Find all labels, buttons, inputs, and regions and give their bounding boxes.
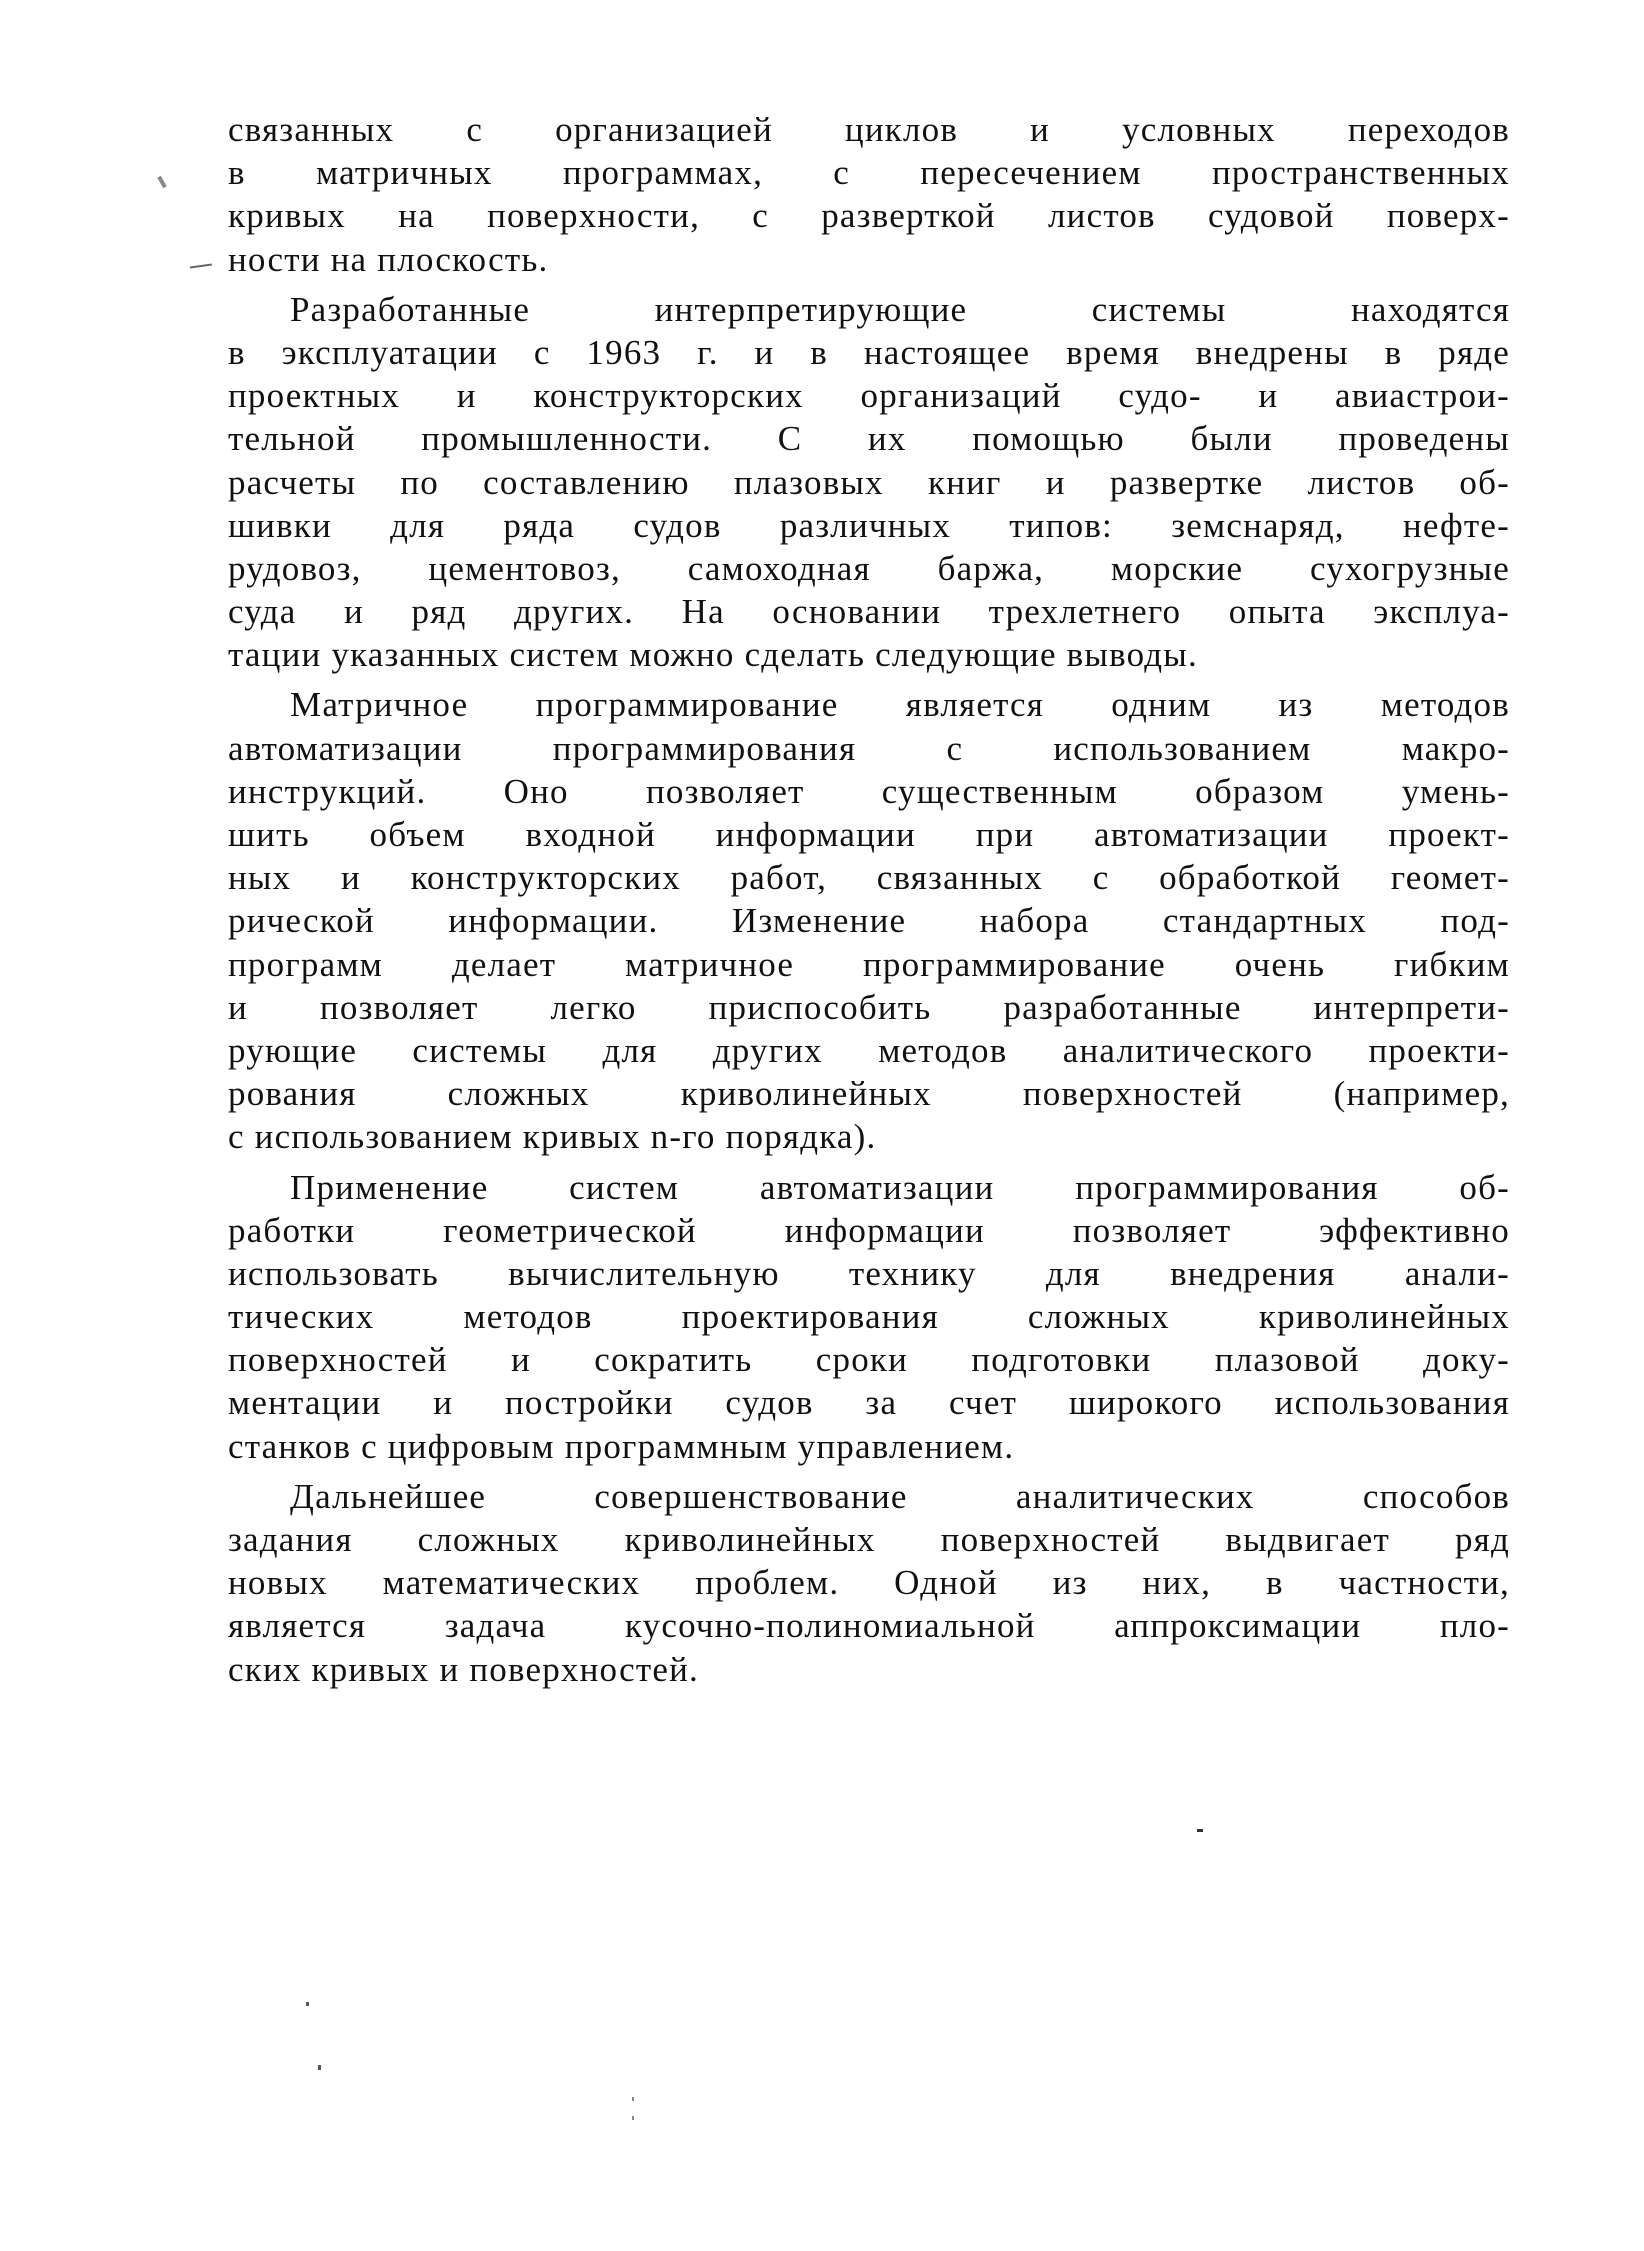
text-line: в матричных программах, с пересечением пространственных xyxy=(228,153,1510,193)
text-line: Разработанные интерпретирующие системы находятся xyxy=(290,289,1510,329)
text-line: рической информации. Изменение набора стандартных под- xyxy=(228,901,1510,941)
text-line: работки геометрической информации позволяет эффективно xyxy=(228,1210,1510,1250)
text-line: новых математических проблем. Одной из них, в частности, xyxy=(228,1563,1510,1603)
text-line: в эксплуатации с 1963 г. и в настоящее время внедрены в ряде xyxy=(228,332,1510,372)
scan-speck xyxy=(632,2116,634,2120)
paragraph-2 xyxy=(228,288,1510,677)
text-line: задания сложных криволинейных поверхностей выдвигает ряд xyxy=(228,1520,1510,1559)
paragraph-5 xyxy=(228,1475,1510,1691)
text-line: кривых на поверхности, с разверткой листов судовой поверх- xyxy=(228,196,1510,236)
text-line: рудовоз, цементовоз, самоходная баржа, морские сухогрузные xyxy=(228,548,1510,588)
text-line: расчеты по составлению плазовых книг и развертке листов об- xyxy=(228,462,1510,502)
text-line: автоматизации программирования с использованием макро- xyxy=(228,728,1510,768)
scan-speck xyxy=(632,2097,634,2101)
text-line: рования сложных криволинейных поверхностей (например, xyxy=(228,1074,1510,1114)
scan-speck xyxy=(306,2002,309,2006)
text-line: ности на плоскость. xyxy=(228,239,549,279)
text-line: ментации и постройки судов за счет широкого использования xyxy=(228,1383,1510,1423)
text-line: поверхностей и сократить сроки подготовки плазовой доку- xyxy=(228,1340,1510,1380)
body-text xyxy=(228,108,1510,1698)
text-line: шить объем входной информации при автоматизации проект- xyxy=(228,815,1510,854)
text-line: Применение систем автоматизации программирования об- xyxy=(290,1167,1510,1207)
text-line: ных и конструкторских работ, связанных с обработкой геомет- xyxy=(228,858,1510,898)
text-line: Дальнейшее совершенствование аналитических способов xyxy=(290,1476,1510,1516)
text-line: проектных и конструкторских организаций судо- и авиастрои- xyxy=(228,376,1510,416)
text-line: тации указанных систем можно сделать следующие выводы. xyxy=(228,635,1198,675)
paragraph-1 xyxy=(228,108,1510,281)
text-line: тических методов проектирования сложных криволинейных xyxy=(228,1297,1510,1337)
text-line: тельной промышленности. С их помощью были проведены xyxy=(228,419,1510,459)
scan-speck xyxy=(190,263,212,268)
text-line: и позволяет легко приспособить разработанные интерпрети- xyxy=(228,987,1510,1027)
text-line: рующие системы для других методов аналитического проекти- xyxy=(228,1030,1510,1070)
paragraph-3 xyxy=(228,683,1510,1158)
paragraph-4 xyxy=(228,1166,1510,1468)
text-line: Матричное программирование является одним из методов xyxy=(290,685,1510,725)
text-line: шивки для ряда судов различных типов: земснаряд, нефте- xyxy=(228,505,1510,545)
text-line: инструкций. Оно позволяет существенным образом умень- xyxy=(228,771,1510,811)
text-line: суда и ряд других. На основании трехлетнего опыта эксплуа- xyxy=(228,592,1510,632)
scan-speck xyxy=(157,176,166,188)
text-line: программ делает матричное программирование очень гибким xyxy=(228,944,1510,984)
scan-speck xyxy=(1197,1829,1203,1832)
text-line: с использованием кривых n-го порядка). xyxy=(228,1117,877,1157)
text-line: связанных с организацией циклов и условных переходов xyxy=(228,110,1510,149)
text-line: использовать вычислительную технику для внедрения анали- xyxy=(228,1253,1510,1293)
text-line: является задача кусочно-полиномиальной аппроксимации пло- xyxy=(228,1606,1510,1646)
text-line: станков с цифровым программным управлением. xyxy=(228,1426,1015,1466)
scan-speck xyxy=(318,2065,321,2070)
text-line: ских кривых и поверхностей. xyxy=(228,1649,699,1689)
